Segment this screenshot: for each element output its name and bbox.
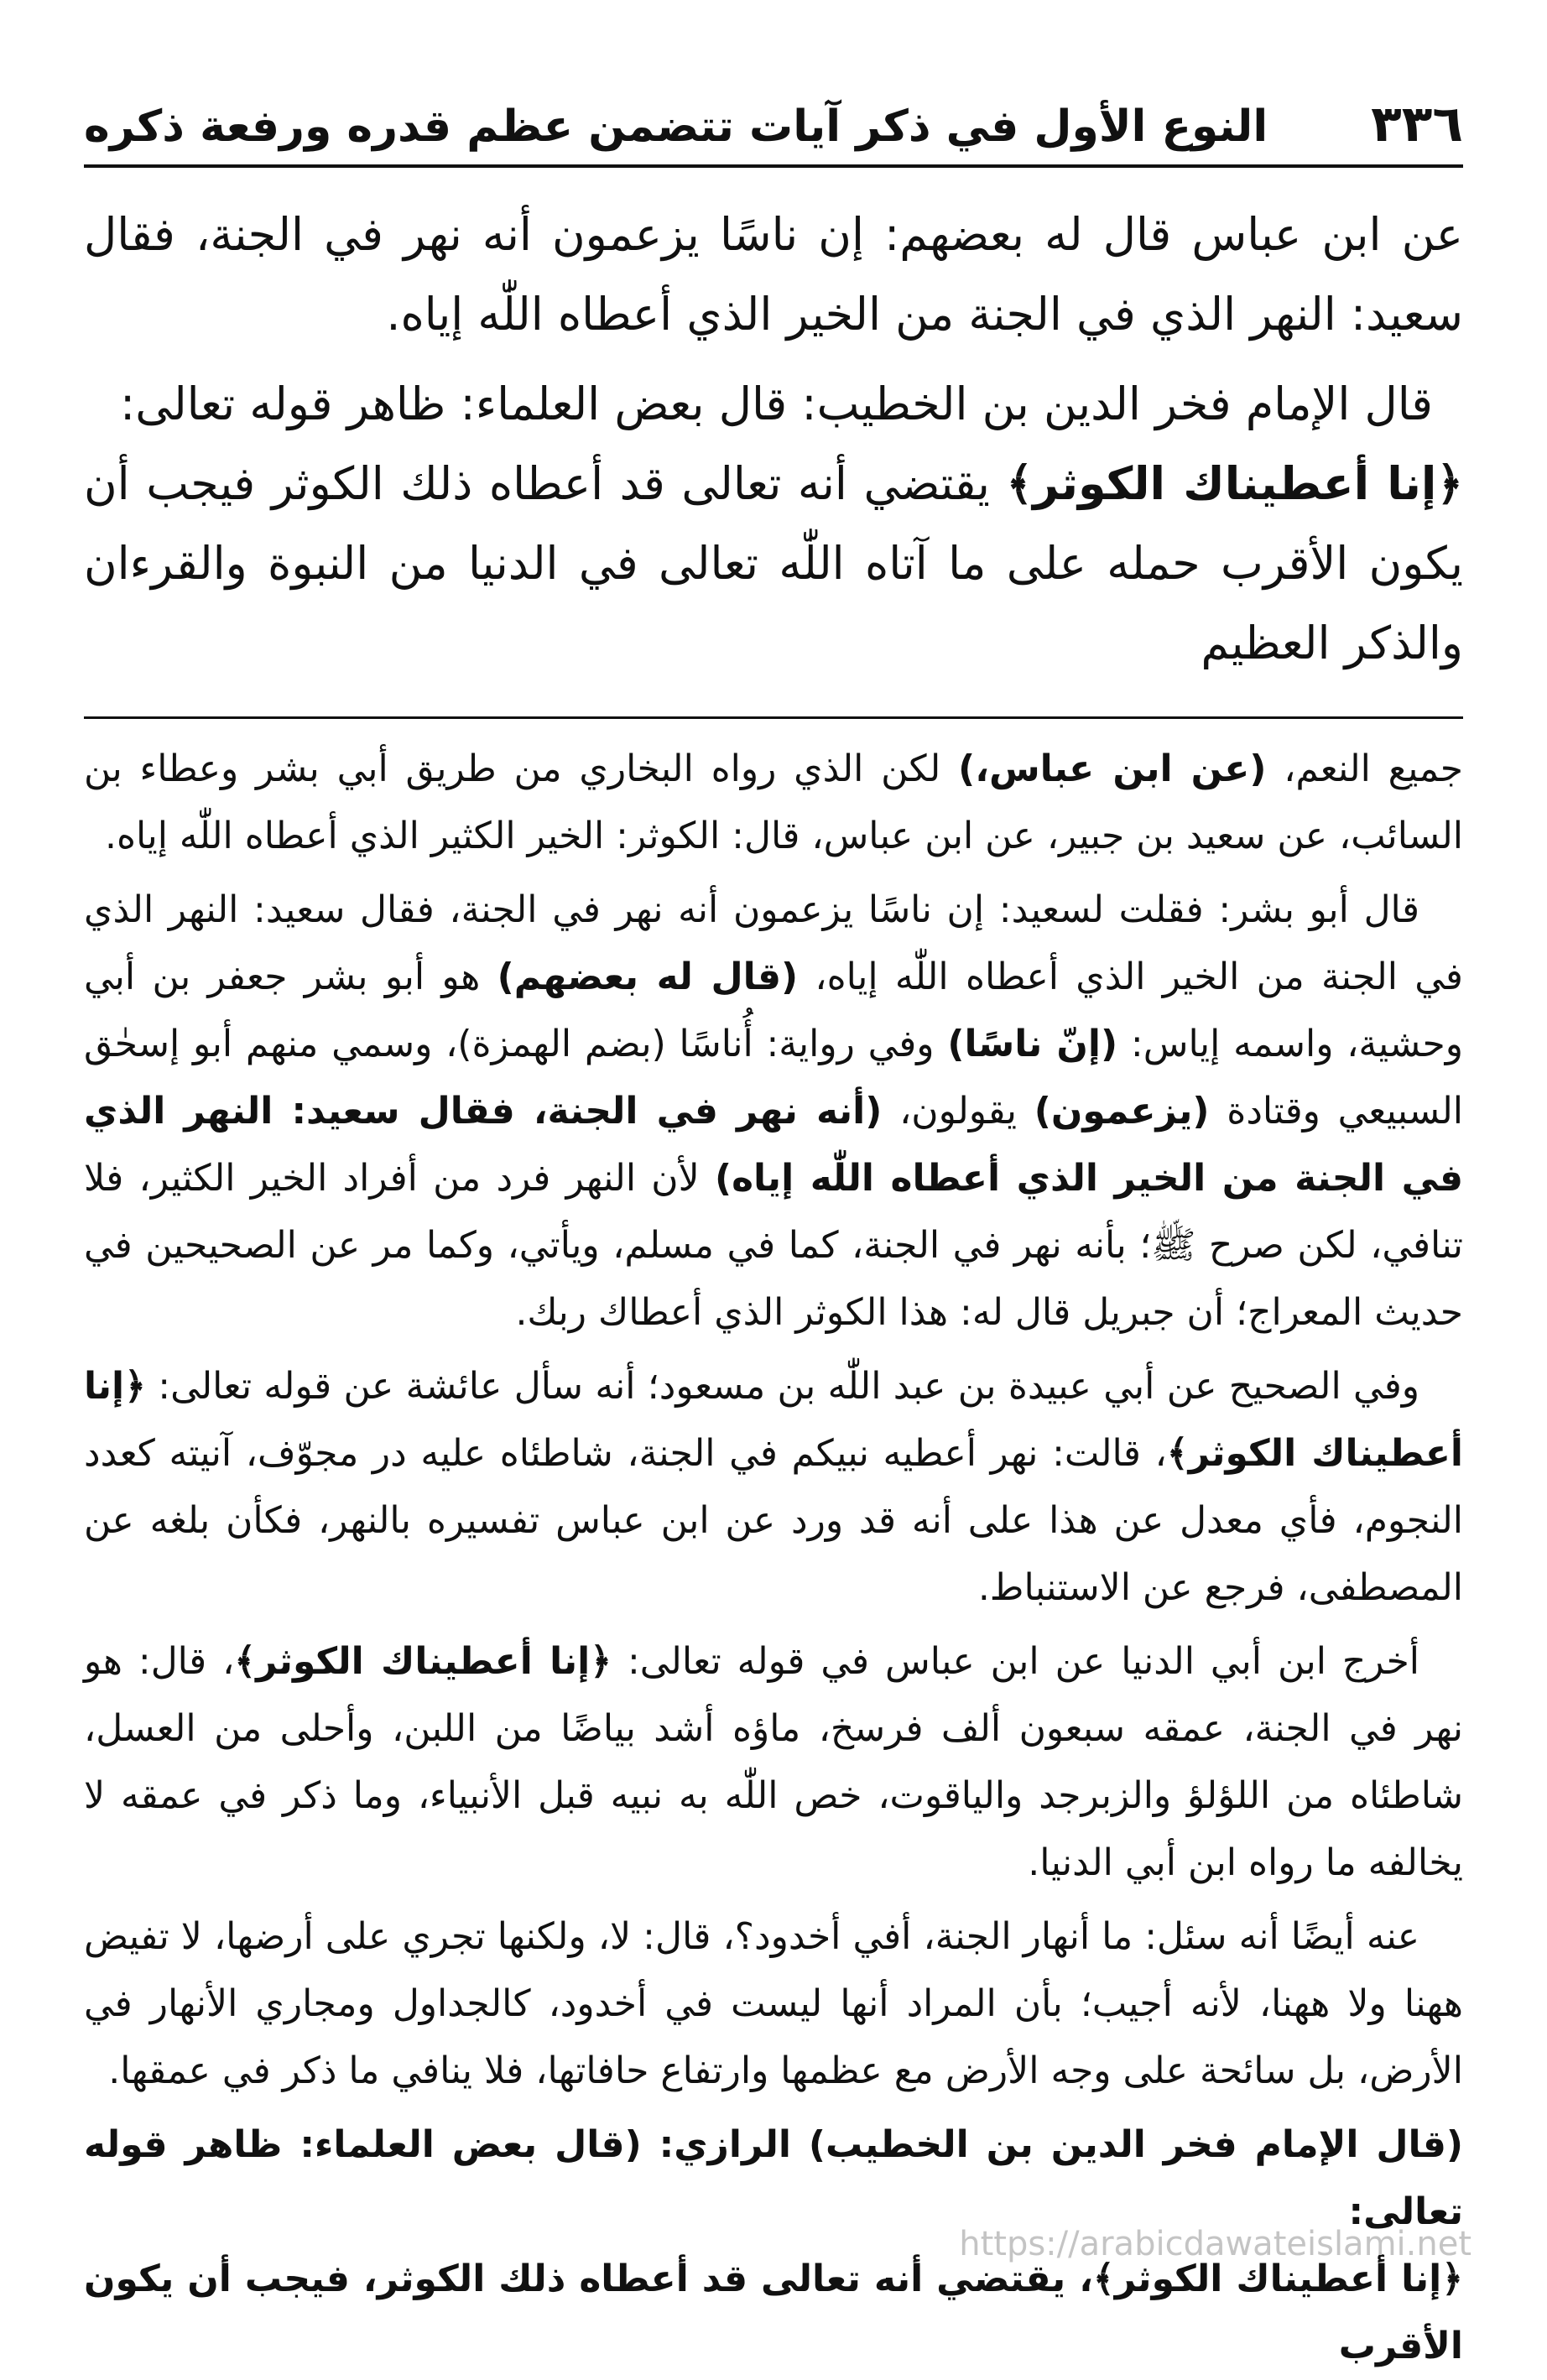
main-paragraph: قال الإمام فخر الدين بن الخطيب: قال بعض العلماء: ظاهر قوله تعالى: ﴿إنا أعطيناك الكوثر﴾ يقتضي أنه تعالى قد أعطاه ذلك الكوثر فيجب أن يكون الأقرب حمله على ما آتاه اللّٰه تعالى في الدنيا من النبوة والقرءان والذكر العظيم [84,378,1463,669]
commentary-paragraph: قال أبو بشر: فقلت لسعيد: إن ناسًا يزعمون أنه نهر في الجنة، فقال سعيد: النهر الذي في الجنة من الخير الذي أعطاه اللّٰه إياه، (قال له بعضهم) هو أبو بشر جعفر بن أبي وحشية، واسمه إياس: (إنّ ناسًا) وفي رواية: أُناسًا (بضم الهمزة)، وسمي منهم أبو إسحٰق السبيعي وقتادة (يزعمون) يقولون، (أنه نهر في الجنة، فقال سعيد: النهر الذي في الجنة من الخير الذي أعطاه اللّٰه إياه) لأن النهر فرد من أفراد الخير الكثير، فلا تنافي، لكن صرح ﷺ؛ بأنه نهر في الجنة، كما في مسلم، ويأتي، وكما مر عن الصحيحين في حديث المعراج؛ أن جبريل قال له: هذا الكوثر الذي أعطاك ربك. [84,888,1464,1334]
running-title: النوع الأول في ذكر آيات تتضمن عظم قدره ورفعة ذكره [84,102,1268,152]
main-paragraph: عن ابن عباس قال له بعضهم: إن ناسًا يزعمون أنه نهر في الجنة، فقال سعيد: النهر الذي في الجنة من الخير الذي أعطاه اللّٰه إياه. [84,208,1463,341]
quran-quote: ﴿إنا أعطيناك الكوثر﴾ [84,1365,1463,1475]
page-header [84,84,1463,164]
commentary-paragraph: وفي الصحيح عن أبي عبيدة بن عبد اللّٰه بن مسعود؛ أنه سأل عائشة عن قوله تعالى: ﴿إنا أعطيناك الكوثر﴾، قالت: نهر أعطيه نبيكم في الجنة، شاطئاه عليه در مجوّف، آنيته كعدد النجوم، فأي معدل عن هذا على أنه قد ورد عن ابن عباس تفسيره بالنهر، فكأن بلغه عن المصطفى، فرجع عن الاستنباط. [84,1365,1463,1609]
commentary-paragraph: عنه أيضًا أنه سئل: ما أنهار الجنة، أفي أخدود؟، قال: لا، ولكنها تجري على أرضها، لا تفيض ههنا ولا ههنا، لأنه أجيب؛ بأن المراد أنها ليست في أخدود، كالجداول ومجاري الأنهار في الأرض، بل سائحة على وجه الأرض مع عظمها وارتفاع حافاتها، فلا ينافي ما ذكر في عمقها. [84,1915,1463,2092]
commentary-paragraph: جميع النعم، (عن ابن عباس،) لكن الذي رواه البخاري من طريق أبي بشر وعطاء بن السائب، عن سعيد بن جبير، عن ابن عباس، قال: الكوثر: الخير الكثير الذي أعطاه اللّٰه إياه. [84,747,1463,857]
quran-quote: ﴿إنا أعطيناك الكوثر﴾ [1006,457,1463,510]
footnote-separator [84,716,1463,719]
commentary-paragraph: (قال الإمام فخر الدين بن الخطيب) الرازي: (قال بعض العلماء: ظاهر قوله تعالى: ﴿إنا أعطيناك الكوثر﴾، يقتضي أنه تعالى قد أعطاه ذلك الكوثر، فيجب أن يكون الأقرب [84,2123,1464,2367]
commentary [84,736,1463,2380]
quran-quote: ﴿إنا أعطيناك الكوثر﴾ [234,1640,612,1683]
main-text [84,195,1463,683]
quran-quote: ﴿إنا أعطيناك الكوثر﴾ [1092,2258,1464,2300]
page-number: ٣٣٦ [1371,95,1463,154]
watermark-url: https://arabicdawateislami.net [959,2225,1471,2263]
commentary-paragraph: أخرج ابن أبي الدنيا عن ابن عباس في قوله تعالى: ﴿إنا أعطيناك الكوثر﴾، قال: هو نهر في الجنة، عمقه سبعون ألف فرسخ، ماؤه أشد بياضًا من اللبن، وأحلى من العسل، شاطئاه من اللؤلؤ والزبرجد والياقوت، خص اللّٰه به نبيه قبل الأنبياء، وما ذكر في عمقه لا يخالفه ما رواه ابن أبي الدنيا. [84,1640,1463,1884]
